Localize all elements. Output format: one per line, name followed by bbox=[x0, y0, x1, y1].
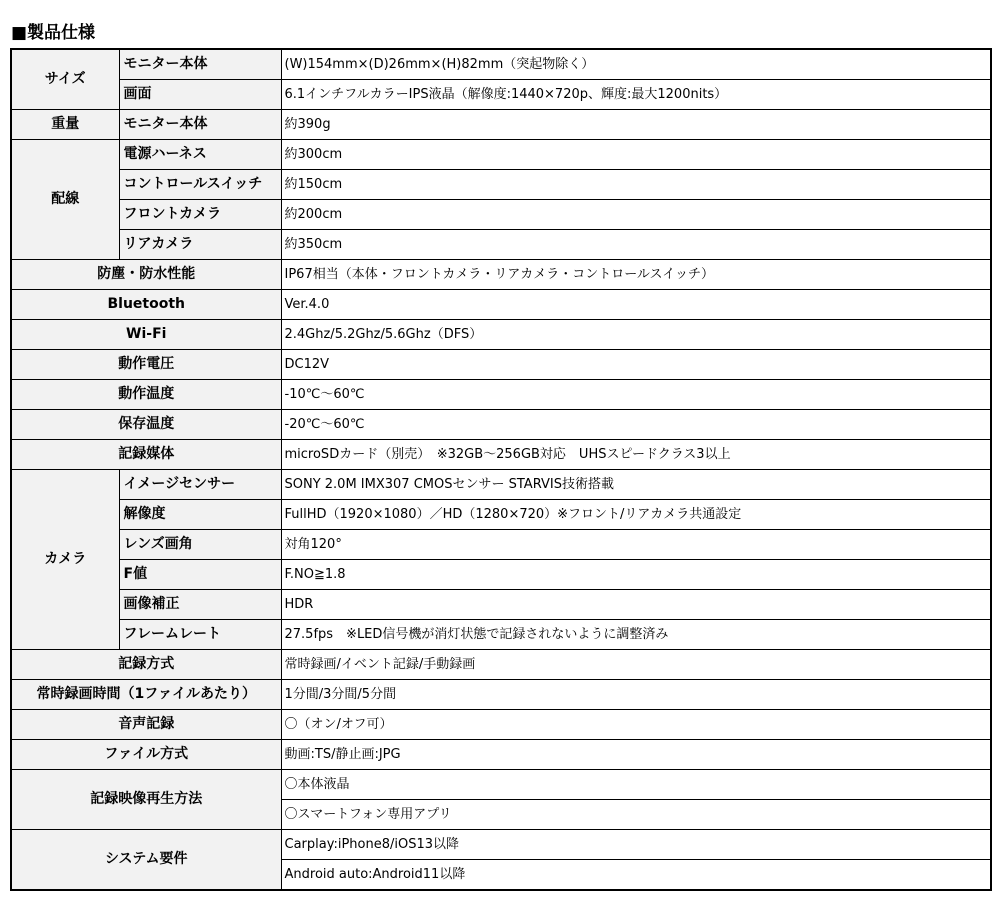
storage-temp-value: -20℃～60℃ bbox=[281, 410, 991, 440]
table-row bbox=[11, 410, 991, 440]
wiring-label: 配線 bbox=[11, 140, 119, 260]
media-label: 記録媒体 bbox=[11, 440, 281, 470]
rec-time-label: 常時録画時間（1ファイルあたり） bbox=[11, 680, 281, 710]
audio-label: 音声記録 bbox=[11, 710, 281, 740]
weight-monitor-label: モニター本体 bbox=[119, 110, 281, 140]
table-row bbox=[11, 260, 991, 290]
camera-sensor-label: イメージセンサー bbox=[119, 470, 281, 500]
size-screen-value: 6.1インチフルカラーIPS液晶（解像度:1440×720p、輝度:最大1200nits） bbox=[281, 80, 991, 110]
voltage-label: 動作電圧 bbox=[11, 350, 281, 380]
wiring-power-value: 約300cm bbox=[281, 140, 991, 170]
wiring-switch-label: コントロールスイッチ bbox=[119, 170, 281, 200]
rec-method-value: 常時録画/イベント記録/手動録画 bbox=[281, 650, 991, 680]
wifi-value: 2.4Ghz/5.2Ghz/5.6Ghz（DFS） bbox=[281, 320, 991, 350]
camera-angle-value: 対角120° bbox=[281, 530, 991, 560]
camera-angle-label: レンズ画角 bbox=[119, 530, 281, 560]
media-value: microSDカード（別売） ※32GB～256GB対応 UHSスピードクラス3以上 bbox=[281, 440, 991, 470]
storage-temp-label: 保存温度 bbox=[11, 410, 281, 440]
table-row bbox=[11, 770, 991, 800]
voltage-value: DC12V bbox=[281, 350, 991, 380]
camera-resolution-value: FullHD（1920×1080）／HD（1280×720）※フロント/リアカメラ共通設定 bbox=[281, 500, 991, 530]
camera-fnumber-value: F.NO≧1.8 bbox=[281, 560, 991, 590]
table-row bbox=[11, 500, 991, 530]
table-row bbox=[11, 560, 991, 590]
system-label: システム要件 bbox=[11, 830, 281, 891]
op-temp-label: 動作温度 bbox=[11, 380, 281, 410]
camera-fnumber-label: F値 bbox=[119, 560, 281, 590]
audio-value: 〇（オン/オフ可） bbox=[281, 710, 991, 740]
wiring-power-label: 電源ハーネス bbox=[119, 140, 281, 170]
table-row bbox=[11, 680, 991, 710]
table-row bbox=[11, 590, 991, 620]
camera-framerate-value: 27.5fps ※LED信号機が消灯状態で記録されないように調整済み bbox=[281, 620, 991, 650]
table-row bbox=[11, 170, 991, 200]
size-label: サイズ bbox=[11, 49, 119, 110]
table-row bbox=[11, 440, 991, 470]
page-title: ■製品仕様 bbox=[11, 23, 96, 43]
size-screen-label: 画面 bbox=[119, 80, 281, 110]
table-row bbox=[11, 140, 991, 170]
table-row bbox=[11, 380, 991, 410]
camera-correction-label: 画像補正 bbox=[119, 590, 281, 620]
wifi-label: Wi-Fi bbox=[11, 320, 281, 350]
system-android-value: Android auto:Android11以降 bbox=[281, 860, 991, 891]
file-format-label: ファイル方式 bbox=[11, 740, 281, 770]
bluetooth-value: Ver.4.0 bbox=[281, 290, 991, 320]
playback-device-value: 〇本体液晶 bbox=[281, 770, 991, 800]
playback-label: 記録映像再生方法 bbox=[11, 770, 281, 830]
wiring-front-camera-value: 約200cm bbox=[281, 200, 991, 230]
camera-correction-value: HDR bbox=[281, 590, 991, 620]
bluetooth-label: Bluetooth bbox=[11, 290, 281, 320]
table-row bbox=[11, 350, 991, 380]
waterproof-value: IP67相当（本体・フロントカメラ・リアカメラ・コントロールスイッチ） bbox=[281, 260, 991, 290]
table-row bbox=[11, 740, 991, 770]
table-row bbox=[11, 650, 991, 680]
spec-table bbox=[10, 48, 992, 891]
table-row bbox=[11, 320, 991, 350]
system-carplay-value: Carplay:iPhone8/iOS13以降 bbox=[281, 830, 991, 860]
table-row bbox=[11, 290, 991, 320]
op-temp-value: -10℃～60℃ bbox=[281, 380, 991, 410]
camera-label: カメラ bbox=[11, 470, 119, 650]
table-row bbox=[11, 200, 991, 230]
size-monitor-label: モニター本体 bbox=[119, 49, 281, 80]
size-monitor-value: (W)154mm×(D)26mm×(H)82mm（突起物除く） bbox=[281, 49, 991, 80]
table-row bbox=[11, 49, 991, 80]
wiring-front-camera-label: フロントカメラ bbox=[119, 200, 281, 230]
camera-resolution-label: 解像度 bbox=[119, 500, 281, 530]
table-row bbox=[11, 620, 991, 650]
camera-framerate-label: フレームレート bbox=[119, 620, 281, 650]
file-format-value: 動画:TS/静止画:JPG bbox=[281, 740, 991, 770]
table-row bbox=[11, 830, 991, 860]
wiring-rear-camera-value: 約350cm bbox=[281, 230, 991, 260]
playback-app-value: 〇スマートフォン専用アプリ bbox=[281, 800, 991, 830]
table-row bbox=[11, 110, 991, 140]
weight-monitor-value: 約390g bbox=[281, 110, 991, 140]
table-row bbox=[11, 710, 991, 740]
table-row bbox=[11, 470, 991, 500]
wiring-rear-camera-label: リアカメラ bbox=[119, 230, 281, 260]
rec-method-label: 記録方式 bbox=[11, 650, 281, 680]
table-row bbox=[11, 530, 991, 560]
weight-label: 重量 bbox=[11, 110, 119, 140]
table-row bbox=[11, 80, 991, 110]
wiring-switch-value: 約150cm bbox=[281, 170, 991, 200]
waterproof-label: 防塵・防水性能 bbox=[11, 260, 281, 290]
rec-time-value: 1分間/3分間/5分間 bbox=[281, 680, 991, 710]
camera-sensor-value: SONY 2.0M IMX307 CMOSセンサー STARVIS技術搭載 bbox=[281, 470, 991, 500]
table-row bbox=[11, 230, 991, 260]
